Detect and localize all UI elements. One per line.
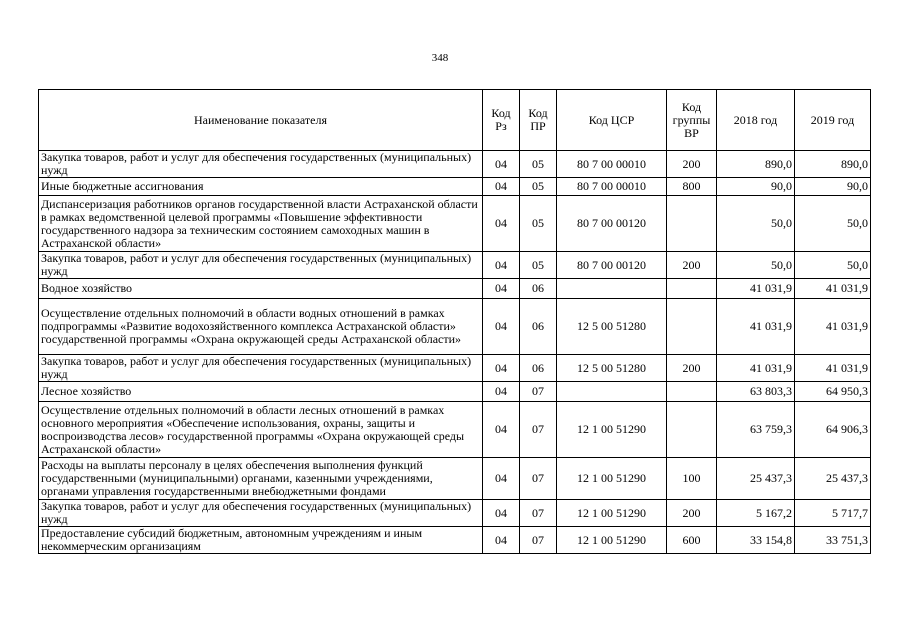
row-name: Осуществление отдельных полномочий в области лесных отношений в рамках основного мероприятия «Обеспечение использования, охраны, защиты и воспроизводства лесов» государственной программы «Охрана окружающей среды Астраханской области» xyxy=(39,402,483,458)
row-code-csr: 80 7 00 00120 xyxy=(557,196,667,252)
table-body xyxy=(39,151,871,554)
row-code-pr: 07 xyxy=(520,458,557,500)
table-row xyxy=(39,402,871,458)
row-value-2018: 63 803,3 xyxy=(717,382,795,402)
row-code-rz: 04 xyxy=(483,151,520,178)
row-code-vr: 200 xyxy=(667,151,717,178)
row-code-csr: 12 5 00 51280 xyxy=(557,299,667,355)
row-value-2018: 33 154,8 xyxy=(717,527,795,554)
row-code-rz: 04 xyxy=(483,355,520,382)
header-vr: Код группы ВР xyxy=(667,90,717,151)
table-header-row xyxy=(39,90,871,151)
row-code-pr: 05 xyxy=(520,252,557,279)
row-value-2019: 90,0 xyxy=(795,178,871,196)
table-row xyxy=(39,527,871,554)
row-code-csr: 80 7 00 00010 xyxy=(557,151,667,178)
row-value-2019: 50,0 xyxy=(795,252,871,279)
row-value-2019: 33 751,3 xyxy=(795,527,871,554)
table-row xyxy=(39,279,871,299)
row-value-2019: 64 906,3 xyxy=(795,402,871,458)
row-code-vr xyxy=(667,382,717,402)
row-code-vr: 200 xyxy=(667,355,717,382)
row-value-2018: 41 031,9 xyxy=(717,355,795,382)
row-code-pr: 07 xyxy=(520,382,557,402)
row-code-csr: 12 1 00 51290 xyxy=(557,402,667,458)
row-code-csr: 12 5 00 51280 xyxy=(557,355,667,382)
table-row xyxy=(39,458,871,500)
row-name: Закупка товаров, работ и услуг для обеспечения государственных (муниципальных) нужд xyxy=(39,151,483,178)
table-row xyxy=(39,355,871,382)
row-name: Закупка товаров, работ и услуг для обеспечения государственных (муниципальных) нужд xyxy=(39,355,483,382)
row-code-vr: 200 xyxy=(667,500,717,527)
table-row xyxy=(39,196,871,252)
row-code-pr: 05 xyxy=(520,151,557,178)
table-row xyxy=(39,500,871,527)
row-value-2019: 5 717,7 xyxy=(795,500,871,527)
row-code-csr: 12 1 00 51290 xyxy=(557,458,667,500)
row-code-rz: 04 xyxy=(483,458,520,500)
row-code-rz: 04 xyxy=(483,382,520,402)
row-code-rz: 04 xyxy=(483,299,520,355)
row-code-pr: 05 xyxy=(520,196,557,252)
row-value-2018: 41 031,9 xyxy=(717,279,795,299)
row-name: Иные бюджетные ассигнования xyxy=(39,178,483,196)
header-pr: Код ПР xyxy=(520,90,557,151)
row-value-2018: 25 437,3 xyxy=(717,458,795,500)
row-value-2019: 41 031,9 xyxy=(795,279,871,299)
row-value-2019: 64 950,3 xyxy=(795,382,871,402)
row-code-csr: 80 7 00 00010 xyxy=(557,178,667,196)
header-rz: Код Рз xyxy=(483,90,520,151)
header-2018: 2018 год xyxy=(717,90,795,151)
row-name: Предоставление субсидий бюджетным, автономным учреждениям и иным некоммерческим организациям xyxy=(39,527,483,554)
row-value-2019: 50,0 xyxy=(795,196,871,252)
row-name: Лесное хозяйство xyxy=(39,382,483,402)
row-value-2019: 41 031,9 xyxy=(795,355,871,382)
row-code-pr: 06 xyxy=(520,299,557,355)
row-value-2018: 5 167,2 xyxy=(717,500,795,527)
table-row xyxy=(39,178,871,196)
row-code-rz: 04 xyxy=(483,500,520,527)
row-code-rz: 04 xyxy=(483,252,520,279)
row-code-pr: 07 xyxy=(520,527,557,554)
row-name: Водное хозяйство xyxy=(39,279,483,299)
row-code-vr: 800 xyxy=(667,178,717,196)
row-code-vr: 600 xyxy=(667,527,717,554)
row-code-csr: 12 1 00 51290 xyxy=(557,500,667,527)
row-value-2019: 890,0 xyxy=(795,151,871,178)
row-code-vr xyxy=(667,299,717,355)
row-code-vr: 200 xyxy=(667,252,717,279)
row-value-2018: 41 031,9 xyxy=(717,299,795,355)
row-code-csr xyxy=(557,382,667,402)
row-name: Расходы на выплаты персоналу в целях обеспечения выполнения функций государственными (муниципальными) органами, казенными учреждениями, органами управления государственными внебюджетными фондами xyxy=(39,458,483,500)
row-code-vr xyxy=(667,196,717,252)
row-code-pr: 07 xyxy=(520,402,557,458)
row-value-2019: 25 437,3 xyxy=(795,458,871,500)
row-name: Диспансеризация работников органов государственной власти Астраханской области в рамках ведомственной целевой программы «Повышение эффективности государственного надзора за техническим состоянием самоходных машин в Астраханской области» xyxy=(39,196,483,252)
header-name: Наименование показателя xyxy=(39,90,483,151)
row-name: Закупка товаров, работ и услуг для обеспечения государственных (муниципальных) нужд xyxy=(39,500,483,527)
row-code-pr: 07 xyxy=(520,500,557,527)
row-code-rz: 04 xyxy=(483,402,520,458)
table-row xyxy=(39,151,871,178)
row-code-rz: 04 xyxy=(483,178,520,196)
table-row xyxy=(39,252,871,279)
row-code-vr xyxy=(667,402,717,458)
row-value-2018: 50,0 xyxy=(717,196,795,252)
row-code-pr: 06 xyxy=(520,279,557,299)
row-code-csr xyxy=(557,279,667,299)
row-code-vr xyxy=(667,279,717,299)
header-csr: Код ЦСР xyxy=(557,90,667,151)
row-value-2018: 90,0 xyxy=(717,178,795,196)
row-name: Осуществление отдельных полномочий в области водных отношений в рамках подпрограммы «Развитие водохозяйственного комплекса Астраханской области» государственной программы «Охрана окружающей среды Астраханской области» xyxy=(39,299,483,355)
budget-table xyxy=(38,89,871,554)
table-row xyxy=(39,382,871,402)
table-row xyxy=(39,299,871,355)
row-value-2018: 890,0 xyxy=(717,151,795,178)
row-code-rz: 04 xyxy=(483,196,520,252)
row-code-rz: 04 xyxy=(483,527,520,554)
row-code-pr: 06 xyxy=(520,355,557,382)
row-code-csr: 12 1 00 51290 xyxy=(557,527,667,554)
row-code-rz: 04 xyxy=(483,279,520,299)
header-2019: 2019 год xyxy=(795,90,871,151)
row-value-2018: 63 759,3 xyxy=(717,402,795,458)
row-code-pr: 05 xyxy=(520,178,557,196)
row-name: Закупка товаров, работ и услуг для обеспечения государственных (муниципальных) нужд xyxy=(39,252,483,279)
row-code-vr: 100 xyxy=(667,458,717,500)
row-value-2018: 50,0 xyxy=(717,252,795,279)
page-number: 348 xyxy=(431,52,449,64)
row-value-2019: 41 031,9 xyxy=(795,299,871,355)
row-code-csr: 80 7 00 00120 xyxy=(557,252,667,279)
